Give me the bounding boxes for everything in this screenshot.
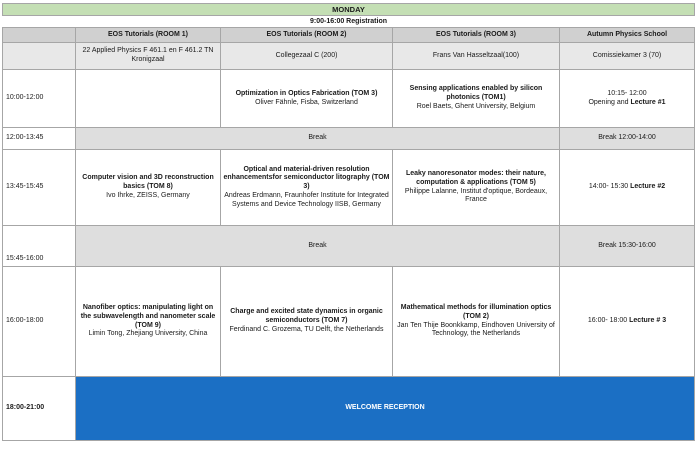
break-cell: Break — [76, 128, 560, 150]
session-speaker: Oliver Fähnle, Fisba, Switzerland — [255, 98, 358, 106]
time-slot-break1: 12:00-13:45 — [3, 128, 76, 150]
aps-time: 14:00- 15:30 — [588, 183, 631, 191]
session-title: Nanofiber optics: manipulating light on the subwavelength and nanometer scale (TOM 9) — [80, 304, 216, 329]
time-header — [3, 28, 76, 43]
room-name-room1: 22 Applied Physics F 461.1 en F 461.2 TN Kronigzaal — [76, 43, 221, 70]
day-title: MONDAY — [3, 4, 695, 16]
time-slot-2: 13:45-15:45 — [3, 150, 76, 226]
reception-row — [3, 377, 695, 441]
aps-time: 16:00- 18:00 — [587, 317, 630, 325]
session-cell-room3 — [393, 267, 560, 377]
session-speaker: Jan Ten Thije Boonkkamp, Eindhoven University of Technology, the Netherlands — [397, 321, 555, 338]
session-row-3 — [3, 267, 695, 377]
session-cell-room3 — [393, 70, 560, 128]
schedule-table — [2, 3, 695, 441]
session-speaker: Roel Baets, Ghent University, Belgium — [416, 102, 536, 110]
session-cell-room3 — [393, 150, 560, 226]
registration-note: 9:00-16:00 Registration — [3, 16, 695, 28]
session-cell-room2 — [221, 150, 393, 226]
session-speaker: Ferdinand C. Grozema, TU Delft, the Netherlands — [229, 325, 384, 333]
column-header-aps: Autumn Physics School — [560, 28, 695, 43]
aps-break-cell: Break 15:30-16:00 — [560, 226, 695, 267]
session-title: Leaky nanoresonator modes: their nature, computation & applications (TOM 5) — [405, 170, 547, 186]
session-cell-room1 — [76, 267, 221, 377]
session-title: Optimization in Optics Fabrication (TOM 3) — [235, 89, 378, 97]
room-time-cell — [3, 43, 76, 70]
session-cell-room2 — [221, 267, 393, 377]
column-header-room3: EOS Tutorials (ROOM 3) — [393, 28, 560, 43]
time-slot-1: 10:00-12:00 — [3, 70, 76, 128]
room-name-room2: Collegezaal C (200) — [221, 43, 393, 70]
session-title: Optical and material-driven resolution enhancementsfor semiconductor litography (TOM 3) — [223, 165, 390, 191]
aps-label — [562, 99, 692, 108]
session-speaker: Limin Tong, Zhejiang University, China — [88, 330, 208, 338]
session-speaker: Philippe Lalanne, Institut d'optique, Bordeaux, France — [404, 187, 548, 204]
time-slot-3: 16:00-18:00 — [3, 267, 76, 377]
session-row-2 — [3, 150, 695, 226]
session-title: Sensing applications enabled by silicon photonics (TOM1) — [409, 85, 543, 102]
session-speaker: Ivo Ihrke, ZEISS, Germany — [106, 191, 190, 199]
break-row-1 — [3, 128, 695, 150]
break-cell: Break — [76, 226, 560, 267]
session-speaker: Andreas Erdmann, Fraunhofer Institute for Integrated Systems and Device Technology IISB, Germany — [224, 191, 389, 208]
aps-time: 10:15- 12:00 — [607, 89, 647, 97]
session-cell-room1 — [76, 150, 221, 226]
aps-lecture: Lecture #1 — [630, 98, 666, 106]
session-cell-room2 — [221, 70, 393, 128]
aps-lecture: Lecture # 3 — [629, 317, 667, 325]
welcome-reception-cell: WELCOME RECEPTION — [76, 377, 695, 441]
session-cell-aps — [560, 150, 695, 226]
time-slot-break2: 15:45-16:00 — [3, 226, 76, 267]
session-row-1 — [3, 70, 695, 128]
time-slot-evening: 18:00-21:00 — [3, 377, 76, 441]
room-name-aps: Comissiekamer 3 (70) — [560, 43, 695, 70]
session-cell-aps — [560, 267, 695, 377]
column-header-room1: EOS Tutorials (ROOM 1) — [76, 28, 221, 43]
aps-lecture: Lecture #2 — [630, 183, 666, 191]
session-title: Computer vision and 3D reconstruction basics (TOM 8) — [82, 174, 214, 191]
aps-opening: Opening and — [588, 98, 631, 106]
break-row-2 — [3, 226, 695, 267]
session-cell-aps — [560, 70, 695, 128]
aps-break-cell: Break 12:00-14:00 — [560, 128, 695, 150]
column-header-room2: EOS Tutorials (ROOM 2) — [221, 28, 393, 43]
session-cell-room1-empty — [76, 70, 221, 128]
room-name-room3: Frans Van Hasseltzaal(100) — [393, 43, 560, 70]
session-title: Charge and excited state dynamics in organic semiconductors (TOM 7) — [230, 308, 383, 325]
session-title: Mathematical methods for illumination optics (TOM 2) — [400, 304, 552, 320]
